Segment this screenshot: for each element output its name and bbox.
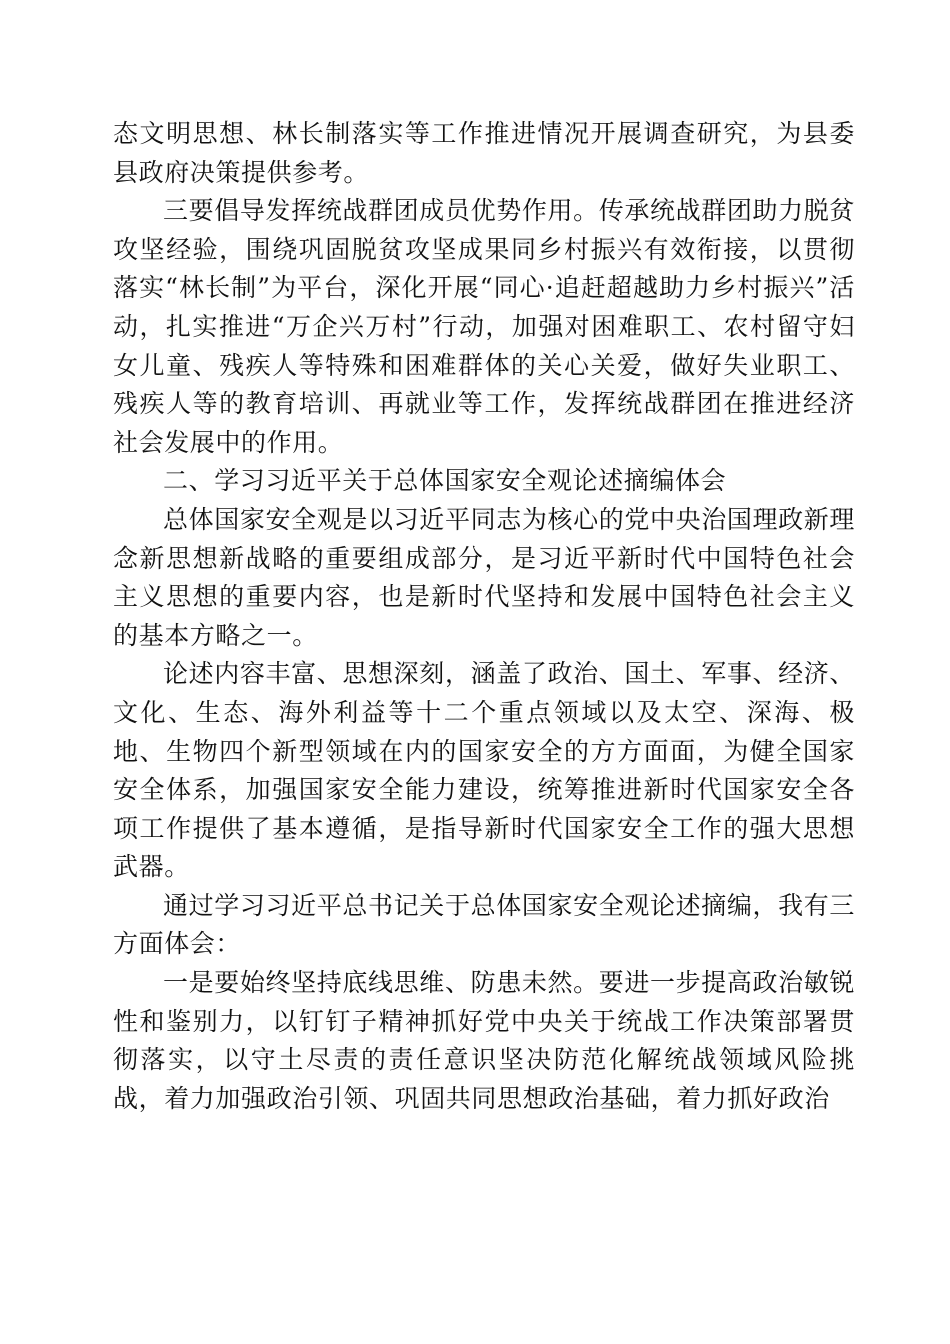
paragraph-reflections-intro: 通过学习习近平总书记关于总体国家安全观论述摘编，我有三方面体会： [113, 890, 855, 959]
section-heading: 二、学习习近平关于总体国家安全观论述摘编体会 [163, 466, 727, 496]
paragraph-continuation: 态文明思想、林长制落实等工作推进情况开展调查研究，为县委县政府决策提供参考。 [113, 119, 855, 187]
document-body [113, 115, 855, 1118]
paragraph-content-scope: 论述内容丰富、思想深刻，涵盖了政治、国土、军事、经济、文化、生态、海外利益等十二个重点领域以及太空、深海、极地、生物四个新型领域在内的国家安全的方方面面，为健全国家安全体系，加强国家安全能力建设，统筹推进新时代国家安全各项工作提供了基本遵循，是指导新时代国家安全工作的强大思想武器。 [113, 659, 855, 882]
paragraph-first-reflection: 一是要始终坚持底线思维、防患未然。要进一步提高政治敏锐性和鉴别力，以钉钉子精神抓好党中央关于统战工作决策部署贯彻落实，以守土尽责的责任意识坚决防范化解统战领域风险挑战，着力加强政治引领、巩固共同思想政治基础，着力抓好政治 [113, 968, 855, 1113]
paragraph-security-concept: 总体国家安全观是以习近平同志为核心的党中央治国理政新理念新思想新战略的重要组成部分，是习近平新时代中国特色社会主义思想的重要内容，也是新时代坚持和发展中国特色社会主义的基本方略之一。 [113, 504, 855, 650]
paragraph-third-point: 三要倡导发挥统战群团成员优势作用。传承统战群团助力脱贫攻坚经验，围绕巩固脱贫攻坚成果同乡村振兴有效衔接，以贯彻落实“林长制”为平台，深化开展“同心·追赶超越助力乡村振兴”活动，扎实推进“万企兴万村”行动，加强对困难职工、农村留守妇女儿童、残疾人等特殊和困难群体的关心关爱，做好失业职工、残疾人等的教育培训、再就业等工作，发挥统战群团在推进经济社会发展中的作用。 [113, 196, 856, 457]
